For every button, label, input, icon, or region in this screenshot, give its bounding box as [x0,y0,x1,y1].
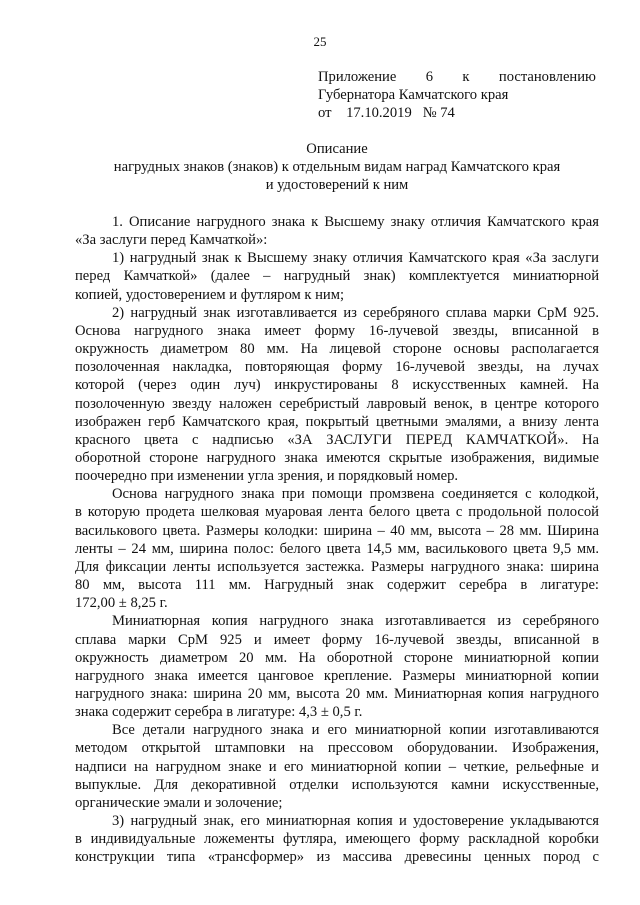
body-line: Все детали нагрудного знака и его миниатюрной копии изготавливаются [112,722,599,739]
body-line: которой (через один луч) инкрустированы 8 искусственных камней. На [75,377,599,394]
body-line: ленты – 24 мм, ширина полос: белого цвета 14,5 мм, василькового цвета 9,5 мм. [75,540,599,557]
body-line: выпуклые. Для декоративной отделки используются камни искусственные, [75,776,599,793]
page-number: 25 [313,34,327,49]
body-line: 1) нагрудный знак к Высшему знаку отличия Камчатского края «За заслуги [112,250,599,267]
appendix-word: постановлению [498,69,596,85]
appendix-line-3: от 17.10.2019 № 74 [318,105,455,121]
appendix-word: к [462,69,470,85]
title-line-3: и удостоверений к ним [265,177,409,193]
body-line: оборотной стороне нагрудного знака имеются скрытые изображения, видимые [75,449,599,466]
appendix-line-2: Губернатора Камчатского края [318,87,509,103]
body-line: окружность диаметром 80 мм. На лицевой стороне основы располагается [75,341,599,357]
body-line: Основа нагрудного знака имеет форму 16-лучевой звезды, вписанной в [75,322,599,339]
body-line: поочередно при изменении угла зрения, и порядковый номер. [75,468,459,485]
body-line: позолоченную звезду наложен серебристый лавровый венок, в центре которого [75,395,599,412]
body-line: василькового цвета. Размеры колодки: ширина – 40 мм, высота – 28 мм. Ширина [75,522,599,539]
title-line-1: Описание [306,141,368,157]
body-line: 172,00 ± 8,25 г. [75,595,168,612]
body-line: в индивидуальные ложементы футляра, имеющего форму раскладной коробки [75,831,599,848]
body-line: изображен герб Камчатского края, покрытый цветными эмалями, а внизу лента [75,413,599,430]
body-line: «За заслуги перед Камчаткой»: [75,232,268,249]
body-line: в которую продета шелковая муаровая лента белого цвета с продольной полосой [75,504,599,521]
body-line: надписи на нагрудном знаке и его миниатюрной копии – четкие, рельефные и [75,758,599,775]
appendix-word: 6 [425,69,434,85]
body-line: перед Камчаткой» (далее – нагрудный знак) комплектуется миниатюрной [75,268,599,285]
body-line: знака содержит серебра в лигатуре: 4,3 ± 0,5 г. [75,704,363,720]
body-line: 3) нагрудный знак, его миниатюрная копия и удостоверение укладываются [112,812,599,829]
title-line-2: нагрудных знаков (знаков) к отдельным видам наград Камчатского края [113,159,561,175]
appendix-word: Приложение [318,69,397,85]
body-line: Основа нагрудного знака при помощи промзвена соединяется с колодкой, [112,486,599,503]
body-line: 1. Описание нагрудного знака к Высшему знаку отличия Камчатского края [112,214,599,230]
body-line: окружность диаметром 20 мм. На оборотной стороне миниатюрной копии [75,649,599,666]
body-line: 2) нагрудный знак изготавливается из серебряного сплава марки СрМ 925. [112,304,599,321]
body-line: методом открытой штамповки на прессовом оборудовании. Изображения, [75,740,599,757]
body-line: сплава марки СрМ 925 и имеет форму 16-лучевой звезды, вписанной в [75,631,599,648]
body-line: позолоченная накладка, повторяющая форму 16-лучевой звезды, на лучах [75,359,599,376]
body-line: органические эмали и золочение; [75,794,283,811]
body-line: красного цвета с надписью «ЗА ЗАСЛУГИ ПЕРЕД КАМЧАТКОЙ». На [75,431,599,448]
body-line: нагрудного знака имеется цанговое крепление. Размеры миниатюрной копии [75,667,599,684]
body-line: нагрудного знака: ширина 20 мм, высота 20 мм. Миниатюрная копия нагрудного [75,685,599,702]
appendix-line-1 [318,68,596,86]
body-line: 80 мм, высота 111 мм. Нагрудный знак содержит серебра в лигатуре: [75,577,599,593]
body-line: Для фиксации ленты используется застежка. Размеры нагрудного знака: ширина [75,558,599,575]
body-line: копией, удостоверением и футляром к ним; [75,286,345,303]
body-line: Миниатюрная копия нагрудного знака изготавливается из серебряного [112,613,599,630]
body-line: конструкции типа «трансформер» из массива древесины ценных пород с [75,849,599,866]
